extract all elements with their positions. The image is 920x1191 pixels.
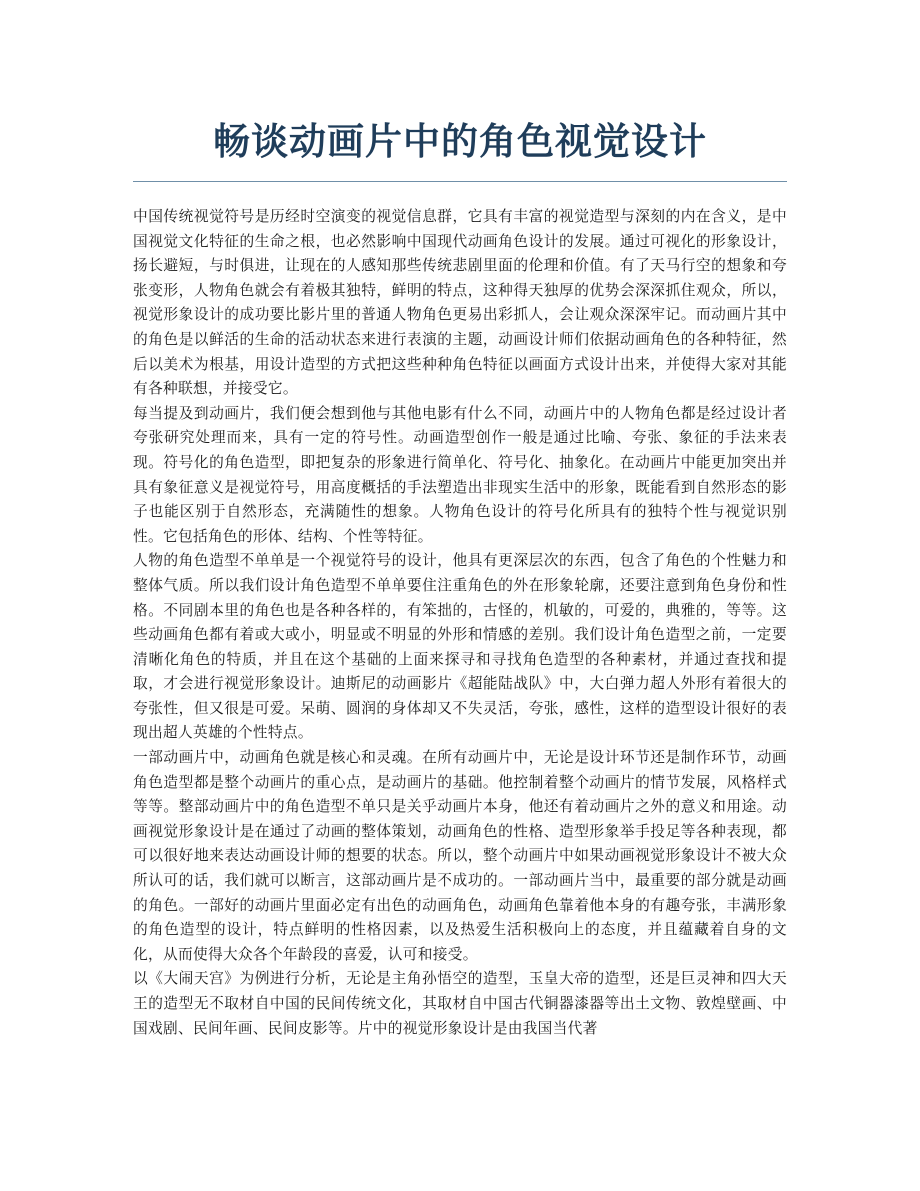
- article-body: [133, 205, 787, 1041]
- paragraph-5: 以《大闹天宫》为例进行分析，无论是主角孙悟空的造型，玉皇大帝的造型，还是巨灵神和四大天王的造型无不取材自中国的民间传统文化，其取材自中国古代铜器漆器等出土文物、敦煌壁画、中国戏剧、民间年画、民间皮影等。片中的视觉形象设计是由我国当代著: [133, 970, 787, 1037]
- page-title: 畅谈动画片中的角色视觉设计: [213, 120, 707, 163]
- paragraph-3: 人物的角色造型不单单是一个视觉符号的设计，他具有更深层次的东西，包含了角色的个性魅力和整体气质。所以我们设计角色造型不单单要住注重角色的外在形象轮廓，还要注意到角色身份和性格。不同剧本里的角色也是各种各样的，有笨拙的，古怪的，机敏的，可爱的，典雅的，等等。这些动画角色都有着或大或小，明显或不明显的外形和情感的差别。我们设计角色造型之前，一定要清晰化角色的特质，并且在这个基础的上面来探寻和寻找角色造型的各种素材，并通过查找和提取，才会进行视觉形象设计。迪斯尼的动画影片《超能陆战队》中，大白弹力超人外形有着很大的夸张性，但又很是可爱。呆萌、圆润的身体却又不失灵活，夸张，感性，这样的造型设计很好的表现出超人英雄的个性特点。: [133, 552, 787, 742]
- title-divider: [133, 181, 787, 182]
- paragraph-2: 每当提及到动画片，我们便会想到他与其他电影有什么不同，动画片中的人物角色都是经过设计者夸张研究处理而来，具有一定的符号性。动画造型创作一般是通过比喻、夸张、象征的手法来表现。符号化的角色造型，即把复杂的形象进行简单化、符号化、抽象化。在动画片中能更加突出并具有象征意义是视觉符号，用高度概括的手法塑造出非现实生活中的形象，既能看到自然形态的影子也能区别于自然形态，充满随性的想象。人物角色设计的符号化所具有的独特个性与视觉识别性。它包括角色的形体、结构、个性等特征。: [133, 404, 787, 545]
- paragraph-4: 一部动画片中，动画角色就是核心和灵魂。在所有动画片中，无论是设计环节还是制作环节，动画角色造型都是整个动画片的重心点，是动画片的基础。他控制着整个动画片的情节发展，风格样式等等。整部动画片中的角色造型不单只是关乎动画片本身，他还有着动画片之外的意义和用途。动画视觉形象设计是在通过了动画的整体策划，动画角色的性格、造型形象举手投足等各种表现，都可以很好地来表达动画设计师的想要的状态。所以，整个动画片中如果动画视觉形象设计不被大众所认可的话，我们就可以断言，这部动画片是不成功的。一部动画片当中，最重要的部分就是动画的角色。一部好的动画片里面必定有出色的动画角色，动画角色靠着他本身的有趣夸张，丰满形象的角色造型的设计，特点鲜明的性格因素，以及热爱生活积极向上的态度，并且蕴藏着自身的文化，从而使得大众各个年龄段的喜爱，认可和接受。: [133, 749, 787, 963]
- paragraph-1: 中国传统视觉符号是历经时空演变的视觉信息群，它具有丰富的视觉造型与深刻的内在含义，是中国视觉文化特征的生命之根，也必然影响中国现代动画角色设计的发展。通过可视化的形象设计，扬长避短，与时俱进，让现在的人感知那些传统悲剧里面的伦理和价值。有了天马行空的想象和夸张变形，人物角色就会有着极其独特，鲜明的特点，这种得天独厚的优势会深深抓住观众，所以，视觉形象设计的成功要比影片里的普通人物角色更易出彩抓人，会让观众深深牢记。而动画片其中的角色是以鲜活的生命的活动状态来进行表演的主题，动画设计师们依据动画角色的各种特征，然后以美术为根基，用设计造型的方式把这些种种角色特征以画面方式设计出来，并使得大家对其能有各种联想，并接受它。: [133, 208, 787, 398]
